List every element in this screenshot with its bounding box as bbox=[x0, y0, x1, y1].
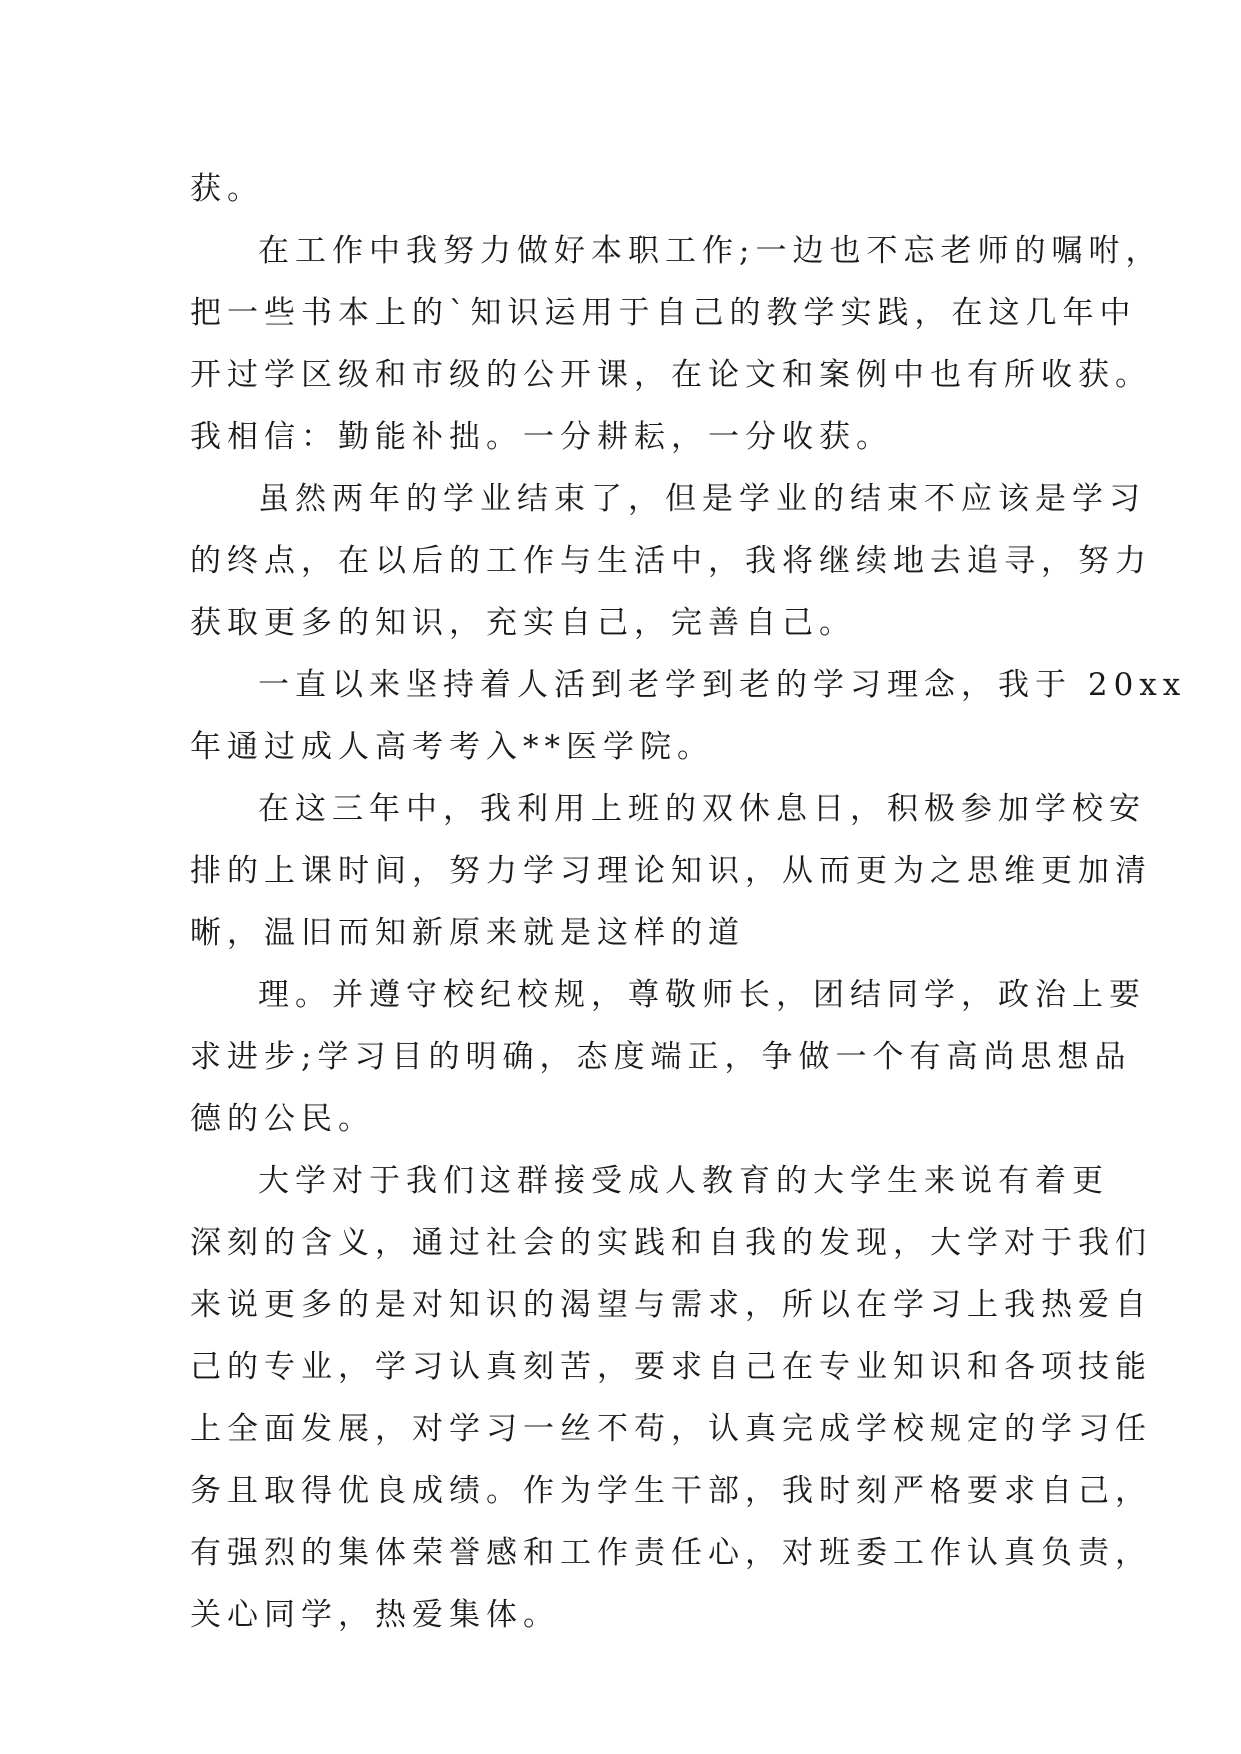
text-line: 有强烈的集体荣誉感和工作责任心，对班委工作认真负责， bbox=[190, 1535, 1152, 1571]
text-line: 获。 bbox=[190, 171, 264, 207]
document-body bbox=[190, 158, 1187, 1646]
paragraph-first-line: 一直以来坚持着人活到老学到老的学习理念，我于 20xx bbox=[258, 667, 1187, 703]
text-line: 开过学区级和市级的公开课，在论文和案例中也有所收获。 bbox=[190, 357, 1152, 393]
text-line: 上全面发展，对学习一丝不苟，认真完成学校规定的学习任 bbox=[190, 1411, 1152, 1447]
text-line: 务且取得优良成绩。作为学生干部，我时刻严格要求自己， bbox=[190, 1473, 1152, 1509]
text-line: 获取更多的知识，充实自己，完善自己。 bbox=[190, 605, 856, 641]
text-line: 深刻的含义，通过社会的实践和自我的发现，大学对于我们 bbox=[190, 1225, 1152, 1261]
text-line: 的终点，在以后的工作与生活中，我将继续地去追寻，努力 bbox=[190, 543, 1152, 579]
paragraph-first-line: 在工作中我努力做好本职工作;一边也不忘老师的嘱咐， bbox=[258, 233, 1163, 269]
text-line: 己的专业，学习认真刻苦，要求自己在专业知识和各项技能 bbox=[190, 1349, 1152, 1385]
text-line: 年通过成人高考考入**医学院。 bbox=[190, 729, 714, 765]
paragraph-first-line: 理。并遵守校纪校规，尊敬师长，团结同学，政治上要 bbox=[258, 977, 1146, 1013]
text-line: 晰，温旧而知新原来就是这样的道 bbox=[190, 915, 745, 951]
text-line: 来说更多的是对知识的渴望与需求，所以在学习上我热爱自 bbox=[190, 1287, 1152, 1323]
paragraph-first-line: 在这三年中，我利用上班的双休息日，积极参加学校安 bbox=[258, 791, 1146, 827]
text-line: 德的公民。 bbox=[190, 1101, 375, 1137]
text-line: 排的上课时间，努力学习理论知识，从而更为之思维更加清 bbox=[190, 853, 1152, 889]
text-line: 求进步;学习目的明确，态度端正，争做一个有高尚思想品 bbox=[190, 1039, 1132, 1075]
text-line: 把一些书本上的`知识运用于自己的教学实践，在这几年中 bbox=[190, 295, 1137, 331]
text-line: 关心同学，热爱集体。 bbox=[190, 1597, 560, 1633]
paragraph-first-line: 虽然两年的学业结束了，但是学业的结束不应该是学习 bbox=[258, 481, 1146, 517]
paragraph-first-line: 大学对于我们这群接受成人教育的大学生来说有着更 bbox=[258, 1163, 1109, 1199]
text-line: 我相信：勤能补拙。一分耕耘，一分收获。 bbox=[190, 419, 893, 455]
